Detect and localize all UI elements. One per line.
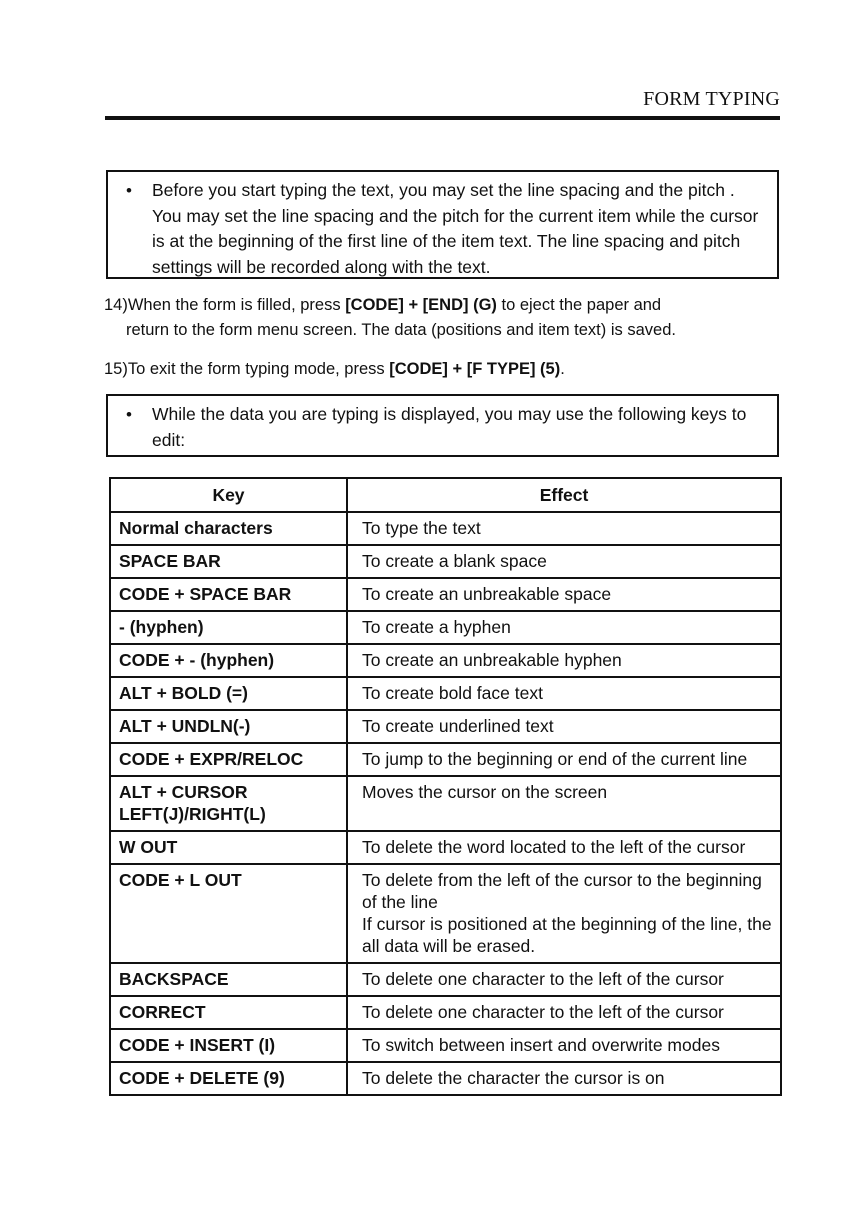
effect-cell: To delete one character to the left of the cursor — [347, 996, 781, 1029]
key-cell: ALT + BOLD (=) — [110, 677, 347, 710]
effect-cell: To type the text — [347, 512, 781, 545]
note-box-line-spacing — [106, 170, 779, 279]
bullet-icon: • — [126, 405, 132, 424]
step-14-line-2: return to the form menu screen. The data (positions and item text) is saved. — [126, 321, 676, 339]
key-cell: CODE + EXPR/RELOC — [110, 743, 347, 776]
key-f-type: [F TYPE] (5) — [466, 360, 561, 378]
key-cell: Normal characters — [110, 512, 347, 545]
step-number: 14) — [104, 296, 128, 314]
key-cell: SPACE BAR — [110, 545, 347, 578]
edit-keys-table — [109, 477, 782, 1096]
key-code: [CODE] — [345, 296, 404, 314]
table-row — [110, 831, 781, 864]
effect-cell — [347, 864, 781, 963]
effect-cell: To create bold face text — [347, 677, 781, 710]
table-header-row — [110, 478, 781, 512]
table-row — [110, 710, 781, 743]
key-cell: W OUT — [110, 831, 347, 864]
table-row — [110, 1062, 781, 1095]
key-cell: - (hyphen) — [110, 611, 347, 644]
plus-sign: + — [447, 360, 467, 378]
step-text: When the form is filled, press — [127, 296, 346, 314]
table-row — [110, 677, 781, 710]
table-row — [110, 512, 781, 545]
table-row — [110, 996, 781, 1029]
note-bullet — [124, 402, 763, 453]
table-row — [110, 743, 781, 776]
note-bullet — [124, 178, 763, 280]
note-text: Before you start typing the text, you may set the line spacing and the pitch . You may set the line spacing and the pitch for the current item while the cursor is at the beginning of the first line of the item text. The line spacing and pitch settings will be recorded along with the text. — [152, 180, 759, 277]
header-rule — [105, 116, 780, 120]
note-text: While the data you are typing is displayed, you may use the following keys to edit: — [152, 404, 747, 450]
key-cell: ALT + CURSOR LEFT(J)/RIGHT(L) — [110, 776, 347, 831]
table-row — [110, 1029, 781, 1062]
note-box-edit-keys — [106, 394, 779, 457]
effect-cell: To delete the word located to the left of the cursor — [347, 831, 781, 864]
step-text: to eject the paper and — [496, 296, 662, 314]
key-end: [END] (G) — [422, 296, 497, 314]
step-number: 15) — [104, 360, 128, 378]
page-title: FORM TYPING — [643, 88, 780, 110]
key-cell: CODE + SPACE BAR — [110, 578, 347, 611]
key-cell: CODE + - (hyphen) — [110, 644, 347, 677]
effect-cell: To jump to the beginning or end of the current line — [347, 743, 781, 776]
bullet-icon: • — [126, 181, 132, 200]
key-cell: BACKSPACE — [110, 963, 347, 996]
effect-cell: To switch between insert and overwrite modes — [347, 1029, 781, 1062]
effect-cell: To create an unbreakable hyphen — [347, 644, 781, 677]
effect-cell: To delete one character to the left of the cursor — [347, 963, 781, 996]
step-14 — [104, 293, 784, 343]
table-row — [110, 864, 781, 963]
step-text: . — [560, 360, 565, 378]
column-header-key: Key — [110, 478, 347, 512]
step-text: To exit the form typing mode, press — [127, 360, 390, 378]
table-row — [110, 776, 781, 831]
key-code: [CODE] — [389, 360, 448, 378]
effect-cell: To create an unbreakable space — [347, 578, 781, 611]
effect-cell: To create a hyphen — [347, 611, 781, 644]
table-row — [110, 611, 781, 644]
step-14-line-1 — [104, 293, 784, 318]
table-row — [110, 578, 781, 611]
effect-cell: To create underlined text — [347, 710, 781, 743]
key-cell: ALT + UNDLN(-) — [110, 710, 347, 743]
key-cell: CORRECT — [110, 996, 347, 1029]
plus-sign: + — [403, 296, 423, 314]
column-header-effect: Effect — [347, 478, 781, 512]
effect-note: If cursor is positioned at the beginning of the line, the all data will be erased. — [362, 914, 772, 956]
key-cell: CODE + L OUT — [110, 864, 347, 963]
effect-text: To delete from the left of the cursor to the beginning of the line — [362, 870, 762, 912]
step-15 — [104, 357, 784, 382]
key-cell: CODE + INSERT (I) — [110, 1029, 347, 1062]
table-row — [110, 963, 781, 996]
effect-cell: To delete the character the cursor is on — [347, 1062, 781, 1095]
effect-cell: To create a blank space — [347, 545, 781, 578]
key-cell: CODE + DELETE (9) — [110, 1062, 347, 1095]
effect-cell: Moves the cursor on the screen — [347, 776, 781, 831]
table-row — [110, 545, 781, 578]
table-row — [110, 644, 781, 677]
